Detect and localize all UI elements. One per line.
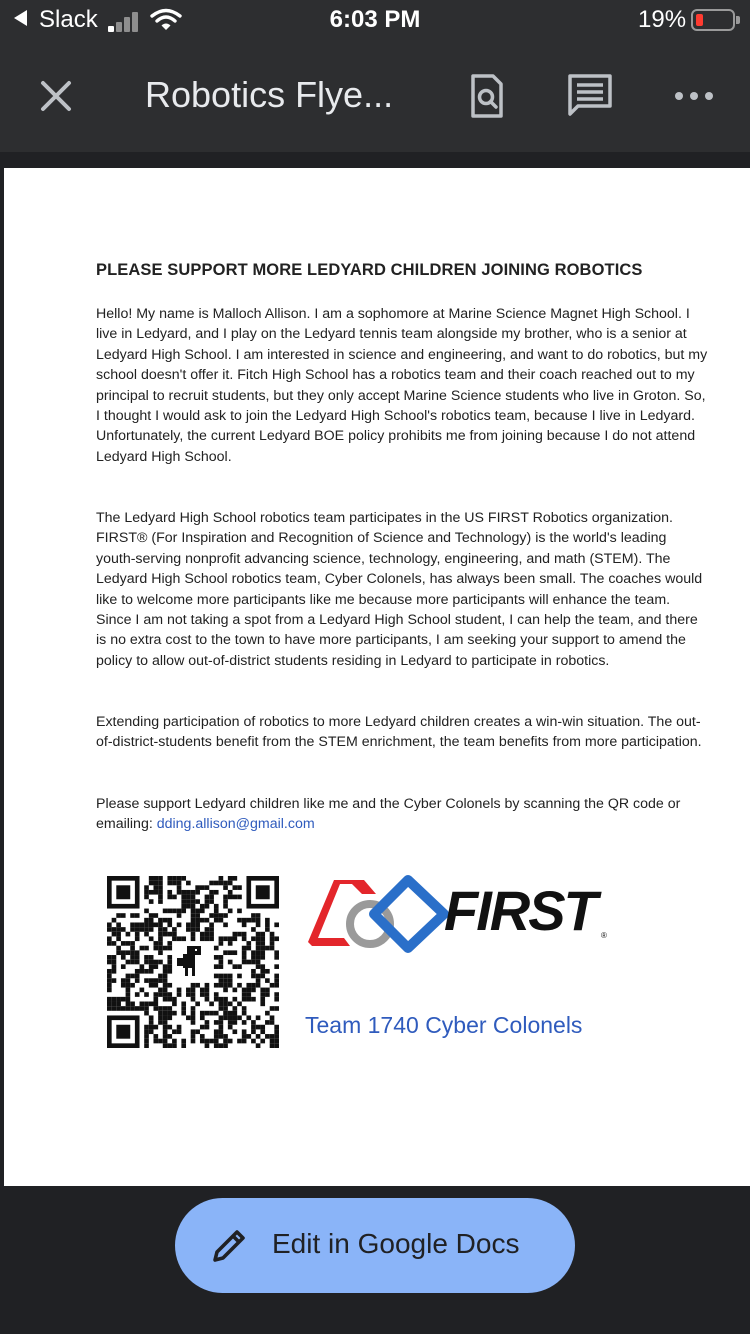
back-to-app-label[interactable]: Slack	[39, 6, 98, 33]
find-in-document-icon[interactable]	[463, 72, 511, 120]
document-heading: PLEASE SUPPORT MORE LEDYARD CHILDREN JOINING ROBOTICS	[96, 261, 643, 279]
first-logo-wordmark: FIRST	[444, 879, 596, 942]
paragraph-win-win: Extending participation of robotics to more Ledyard children creates a win-win situation. The out-of-district-students benefit from the STEM enrichment, the team benefits from more participation.	[96, 714, 702, 751]
app-bar	[0, 42, 750, 152]
edit-in-google-docs-label: Edit in Google Docs	[272, 1228, 520, 1259]
status-bar	[0, 0, 750, 42]
qr-code[interactable]	[107, 876, 279, 1049]
comment-icon[interactable]	[566, 72, 614, 120]
first-logo	[304, 872, 624, 960]
battery-tip	[736, 16, 740, 24]
clock: 6:03 PM	[329, 6, 421, 33]
pencil-icon	[209, 1224, 251, 1266]
edit-in-google-docs-button[interactable]	[175, 1198, 575, 1293]
document-title: Robotics Flye...	[145, 74, 394, 115]
paragraph-intro: Hello! My name is Malloch Allison. I am a sophomore at Marine Science Magnet High School. I live in Ledyard, and I play on the Ledyard tennis team alongside my brother, who is a senior at Ledyard High School. I am interested in science and engineering, and want to do robotics, but my school doesn't offer it. Fitch High School has a robotics team and their coach reached out to my principal to recruit students, but they only accept Marine Science students who live in Groton. So, I thought I would ask to join the Ledyard High School's robotics team, because I live in Ledyard. Unfortunately, the current Ledyard BOE policy prohibits me from joining because I do not attend Ledyard High School.	[96, 306, 708, 465]
close-icon[interactable]	[36, 76, 76, 116]
more-options-icon[interactable]	[672, 84, 716, 108]
paragraph-first-robotics: The Ledyard High School robotics team participates in the US FIRST Robotics organization. FIRST® (For Inspiration and Recognition of Science and Technology) is the world's leading youth-serving nonprofit advancing science, technology, engineering, and math (STEM). The Ledyard High School robotics team, Cyber Colonels, has always been small. The coaches would like to welcome more participants like me because more participants will enhance the team. Since I am not taking a spot from a Ledyard High School student, I can help the team, and there is no extra cost to the town to have more participants, I am seeking your support to amend the policy to allow out-of-district students residing in Ledyard to participate in robotics.	[96, 510, 703, 669]
battery-percentage: 19%	[638, 6, 687, 33]
email-link[interactable]: dding.allison@gmail.com	[156, 816, 315, 833]
document-page	[4, 168, 750, 1186]
closing-text: Please support Ledyard children like me and the Cyber Colonels by scanning the QR code or emailing:	[96, 796, 681, 833]
svg-text:®: ®	[601, 931, 607, 940]
battery-icon	[691, 9, 735, 31]
paragraph-closing	[96, 794, 708, 835]
team-name: Team 1740 Cyber Colonels	[305, 1012, 583, 1038]
